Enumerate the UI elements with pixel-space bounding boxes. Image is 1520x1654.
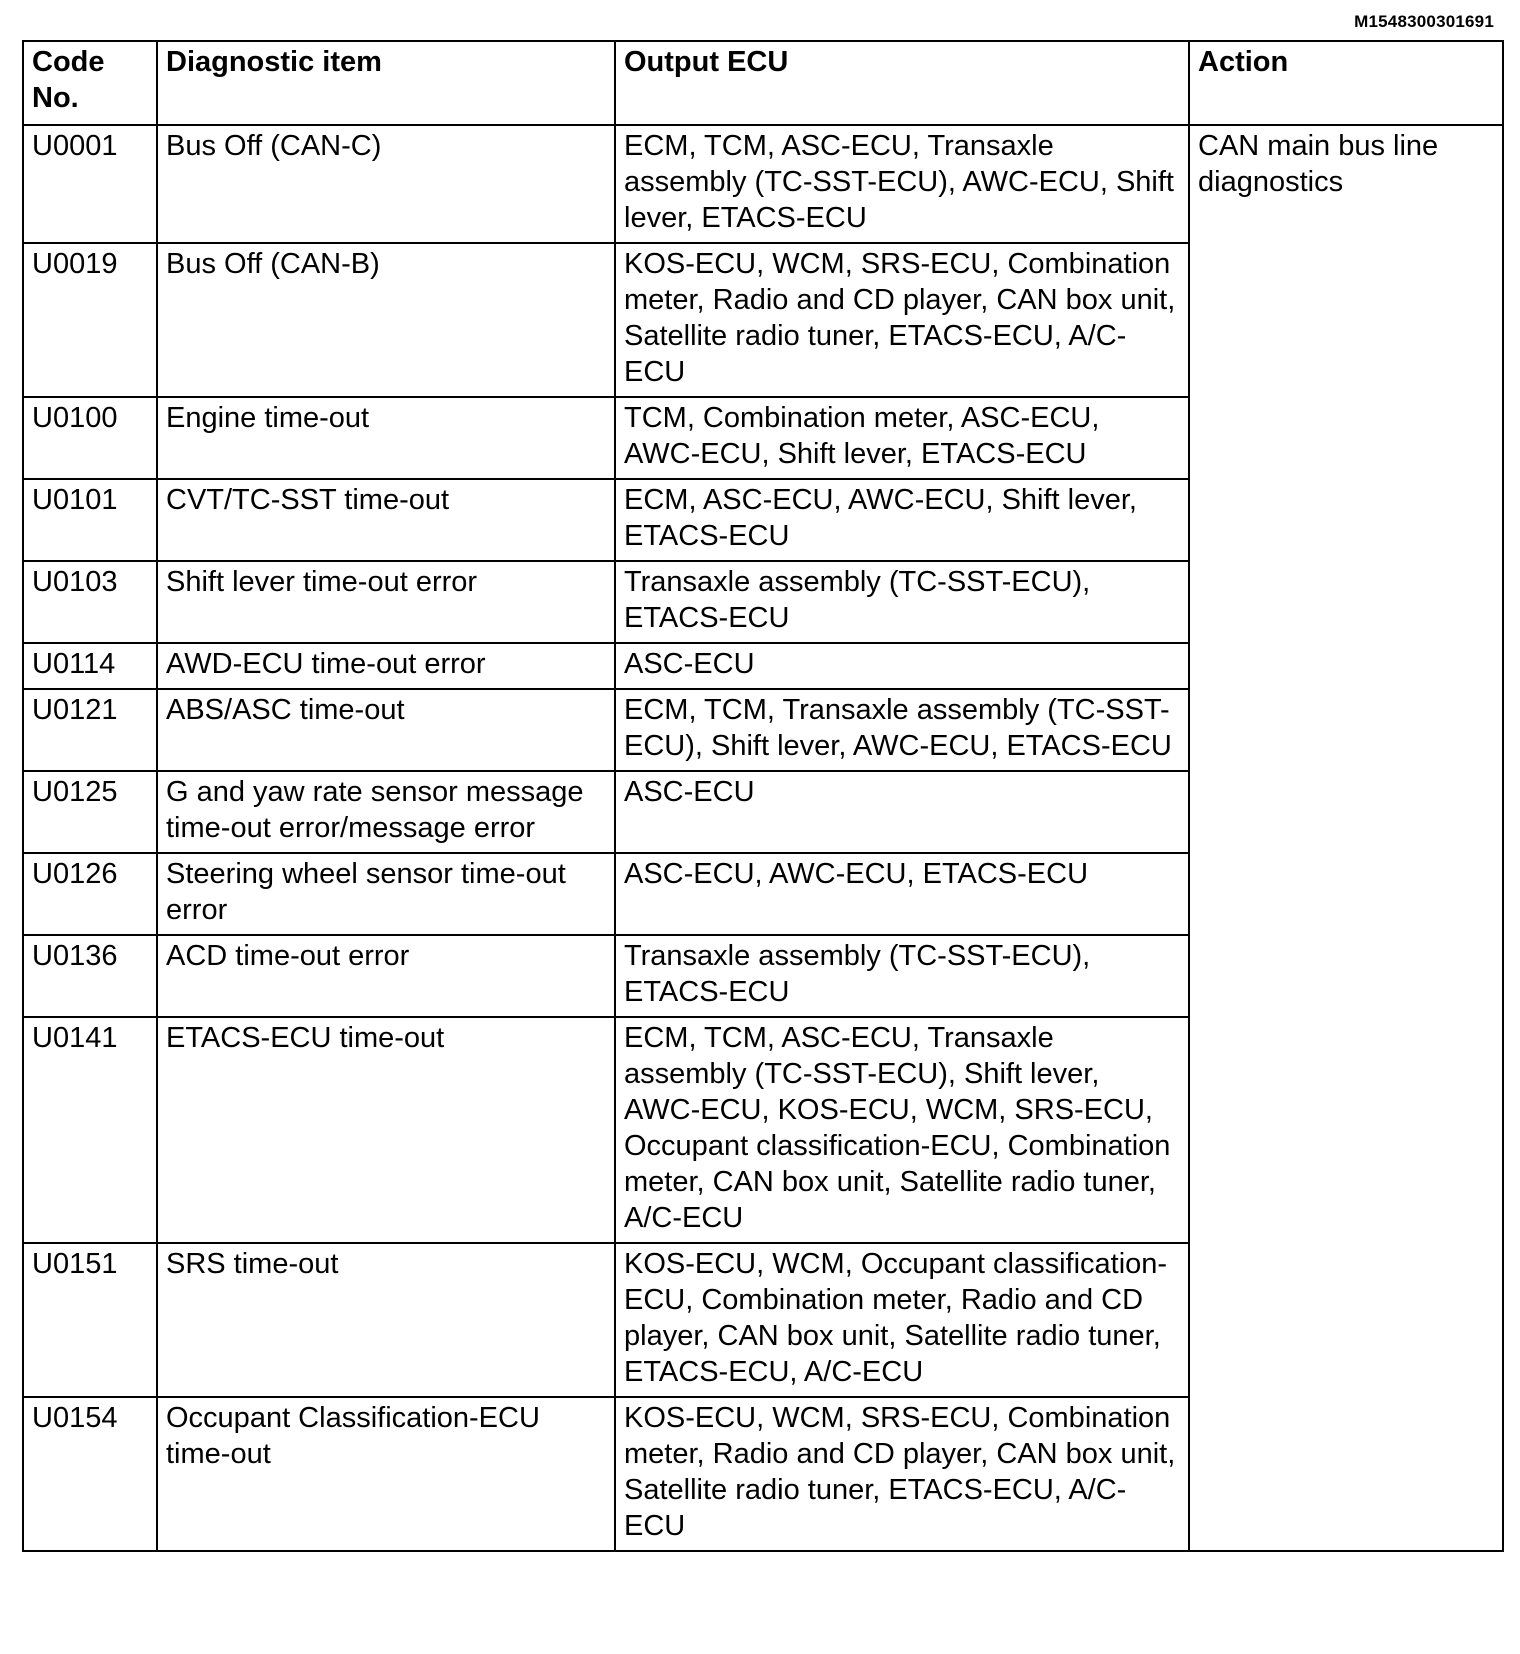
item-cell: Engine time-out	[157, 397, 615, 479]
code-cell: U0121	[23, 689, 157, 771]
ecu-cell: ECM, ASC-ECU, AWC-ECU, Shift lever, ETACS-ECU	[615, 479, 1189, 561]
code-cell: U0101	[23, 479, 157, 561]
code-cell: U0103	[23, 561, 157, 643]
item-cell: ETACS-ECU time-out	[157, 1017, 615, 1243]
diagnostic-code-table	[22, 40, 1504, 1552]
header-output-ecu: Output ECU	[615, 41, 1189, 125]
item-cell: Occupant Classification-ECU time-out	[157, 1397, 615, 1551]
ecu-cell: TCM, Combination meter, ASC-ECU, AWC-ECU, Shift lever, ETACS-ECU	[615, 397, 1189, 479]
code-cell: U0151	[23, 1243, 157, 1397]
table-header-row	[23, 41, 1503, 125]
ecu-cell: Transaxle assembly (TC-SST-ECU), ETACS-ECU	[615, 935, 1189, 1017]
item-cell: G and yaw rate sensor message time-out error/message error	[157, 771, 615, 853]
item-cell: Bus Off (CAN-C)	[157, 125, 615, 243]
ecu-cell: ECM, TCM, ASC-ECU, Transaxle assembly (TC-SST-ECU), Shift lever, AWC-ECU, KOS-ECU, WCM, SRS-ECU, Occupant classification-ECU, Combination meter, CAN box unit, Satellite radio tuner, A/C-ECU	[615, 1017, 1189, 1243]
ecu-cell: ECM, TCM, ASC-ECU, Transaxle assembly (TC-SST-ECU), AWC-ECU, Shift lever, ETACS-ECU	[615, 125, 1189, 243]
ecu-cell: KOS-ECU, WCM, SRS-ECU, Combination meter, Radio and CD player, CAN box unit, Satellite radio tuner, ETACS-ECU, A/C-ECU	[615, 1397, 1189, 1551]
header-diagnostic-item: Diagnostic item	[157, 41, 615, 125]
ecu-cell: ASC-ECU, AWC-ECU, ETACS-ECU	[615, 853, 1189, 935]
code-cell: U0136	[23, 935, 157, 1017]
header-code-line2: No.	[32, 82, 79, 114]
ecu-cell: KOS-ECU, WCM, Occupant classification-ECU, Combination meter, Radio and CD player, CAN box unit, Satellite radio tuner, ETACS-ECU, A/C-ECU	[615, 1243, 1189, 1397]
ecu-cell: ECM, TCM, Transaxle assembly (TC-SST-ECU), Shift lever, AWC-ECU, ETACS-ECU	[615, 689, 1189, 771]
header-action: Action	[1189, 41, 1503, 125]
code-cell: U0141	[23, 1017, 157, 1243]
item-cell: ACD time-out error	[157, 935, 615, 1017]
code-cell: U0019	[23, 243, 157, 397]
header-code-no	[23, 41, 157, 125]
header-code-line1: Code	[32, 46, 105, 78]
code-cell: U0114	[23, 643, 157, 689]
item-cell: Bus Off (CAN-B)	[157, 243, 615, 397]
code-cell: U0154	[23, 1397, 157, 1551]
ecu-cell: ASC-ECU	[615, 771, 1189, 853]
code-cell: U0126	[23, 853, 157, 935]
code-cell: U0100	[23, 397, 157, 479]
code-cell: U0125	[23, 771, 157, 853]
table-row	[23, 125, 1503, 243]
ecu-cell: ASC-ECU	[615, 643, 1189, 689]
item-cell: Shift lever time-out error	[157, 561, 615, 643]
item-cell: CVT/TC-SST time-out	[157, 479, 615, 561]
code-cell: U0001	[23, 125, 157, 243]
item-cell: AWD-ECU time-out error	[157, 643, 615, 689]
ecu-cell: KOS-ECU, WCM, SRS-ECU, Combination meter, Radio and CD player, CAN box unit, Satellite radio tuner, ETACS-ECU, A/C-ECU	[615, 243, 1189, 397]
item-cell: Steering wheel sensor time-out error	[157, 853, 615, 935]
action-cell: CAN main bus line diagnostics	[1189, 125, 1503, 1551]
ecu-cell: Transaxle assembly (TC-SST-ECU), ETACS-ECU	[615, 561, 1189, 643]
document-id: M1548300301691	[1354, 12, 1494, 31]
item-cell: SRS time-out	[157, 1243, 615, 1397]
item-cell: ABS/ASC time-out	[157, 689, 615, 771]
